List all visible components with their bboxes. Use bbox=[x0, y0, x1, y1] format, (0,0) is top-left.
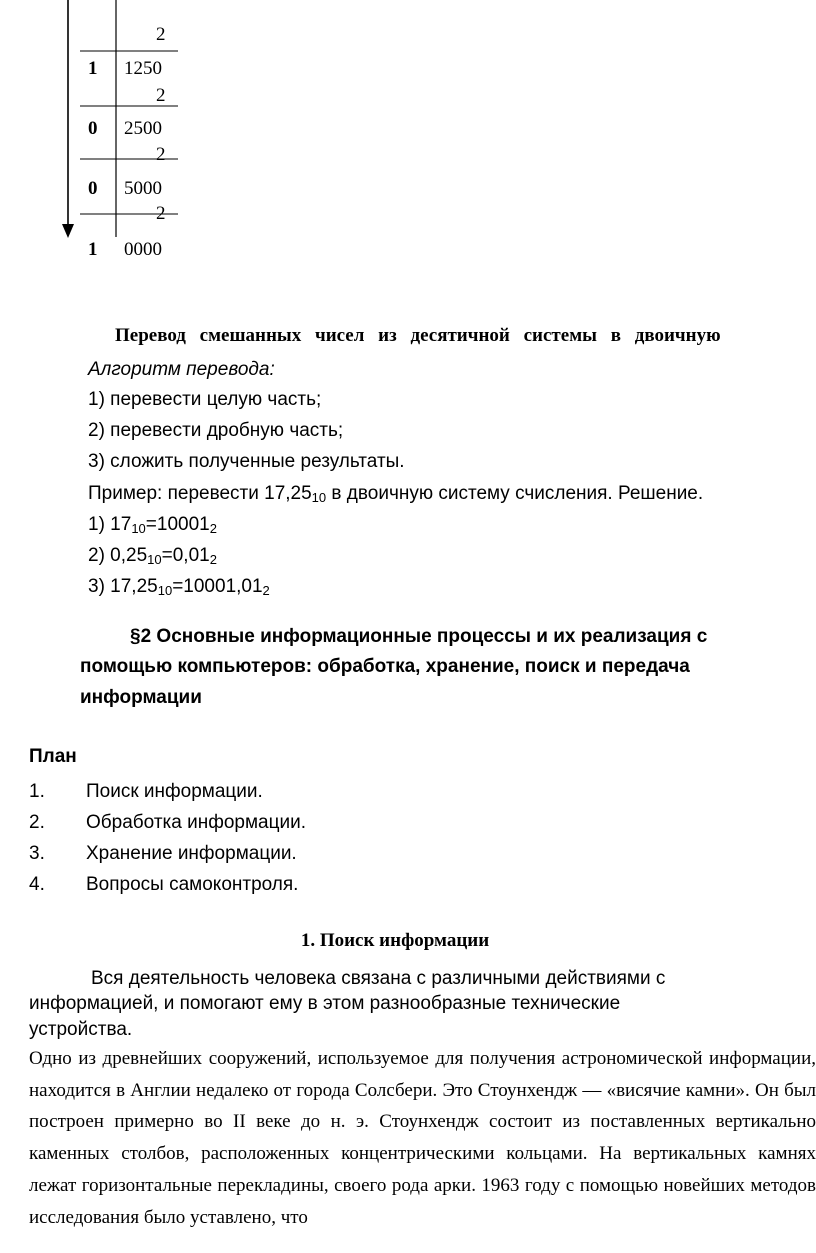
example-line bbox=[88, 479, 703, 512]
solution-2-left-base: 10 bbox=[147, 552, 162, 567]
solution-3 bbox=[88, 572, 270, 605]
mixed-heading: Перевод смешанных чисел из десятичной системы в двоичную bbox=[115, 325, 721, 346]
fraction-4: 0000 bbox=[124, 239, 162, 260]
solution-1 bbox=[88, 510, 217, 543]
solution-2-right: =0,01 bbox=[161, 545, 210, 566]
plan-item-num-4: 4. bbox=[29, 874, 45, 895]
search-heading: 1. Поиск информации bbox=[300, 930, 490, 951]
plan-item-1: Поиск информации. bbox=[86, 781, 263, 802]
step-1: 1) перевести целую часть; bbox=[88, 389, 322, 410]
search-intro-line-3: устройства. bbox=[29, 1019, 133, 1040]
direction-arrow-head bbox=[62, 224, 74, 238]
search-intro-line-2: информацией, и помогают ему в этом разнообразные технические bbox=[29, 993, 621, 1014]
fraction-2: 2500 bbox=[124, 118, 162, 139]
remainder-4: 1 bbox=[88, 239, 98, 260]
remainder-3: 0 bbox=[88, 178, 98, 199]
section-heading-line-2: помощью компьютеров: обработка, хранение, поиск и передача bbox=[80, 656, 690, 677]
section-heading-line-1: §2 Основные информационные процессы и их реализация с bbox=[130, 626, 708, 647]
search-body-paragraph: Одно из древнейших сооружений, используемое для получения астрономической информации, находится в Англии недалеко от города Солсбери. Это Стоунхендж — «висячие камни». Он был построен примерно во II веке до н. э. Стоунхендж состоит из поставленных вертикально каменных столбов, расположенных концентрическими кольцами. На вертикальных камнях лежат горизонтальные перекладины, своего рода арки. 1963 году с помощью новейших методов исследования было уставлено, что bbox=[29, 1048, 816, 1228]
plan-item-2: Обработка информации. bbox=[86, 812, 306, 833]
scheme-lines bbox=[0, 0, 200, 280]
example-suffix: в двоичную систему счисления. Решение. bbox=[326, 483, 704, 504]
step-2: 2) перевести дробную часть; bbox=[88, 420, 344, 441]
plan-item-num-2: 2. bbox=[29, 812, 45, 833]
example-prefix: Пример: перевести 17,25 bbox=[88, 483, 312, 504]
search-intro-line-1: Вся деятельность человека связана с различными действиями с bbox=[91, 968, 666, 989]
solution-2-right-base: 2 bbox=[209, 552, 217, 567]
algorithm-title: Алгоритм перевода: bbox=[88, 359, 275, 380]
plan-item-num-1: 1. bbox=[29, 781, 45, 802]
example-base: 10 bbox=[311, 490, 327, 505]
fraction-1: 1250 bbox=[124, 58, 162, 79]
remainder-1: 1 bbox=[88, 58, 98, 79]
plan-title: План bbox=[29, 746, 77, 767]
solution-3-left: 3) 17,25 bbox=[88, 576, 158, 597]
multiplier-3: 2 bbox=[156, 144, 166, 165]
solution-1-left: 1) 17 bbox=[88, 514, 132, 535]
remainder-2: 0 bbox=[88, 118, 98, 139]
fraction-3: 5000 bbox=[124, 178, 162, 199]
solution-1-right-base: 2 bbox=[209, 521, 217, 536]
solution-2-left: 2) 0,25 bbox=[88, 545, 148, 566]
solution-2 bbox=[88, 541, 217, 574]
step-3: 3) сложить полученные результаты. bbox=[88, 451, 405, 472]
plan-item-num-3: 3. bbox=[29, 843, 45, 864]
plan-item-4: Вопросы самоконтроля. bbox=[86, 874, 299, 895]
multiplier-4: 2 bbox=[156, 203, 166, 224]
solution-1-left-base: 10 bbox=[131, 521, 146, 536]
solution-3-right-base: 2 bbox=[262, 583, 270, 598]
binary-fraction-scheme bbox=[0, 0, 200, 280]
solution-3-left-base: 10 bbox=[157, 583, 173, 598]
solution-1-right: =10001 bbox=[145, 514, 210, 535]
multiplier-2: 2 bbox=[156, 85, 166, 106]
section-heading-line-3: информации bbox=[80, 687, 202, 708]
solution-3-right: =10001,01 bbox=[172, 576, 263, 597]
plan-item-3: Хранение информации. bbox=[86, 843, 297, 864]
multiplier-1: 2 bbox=[156, 24, 166, 45]
